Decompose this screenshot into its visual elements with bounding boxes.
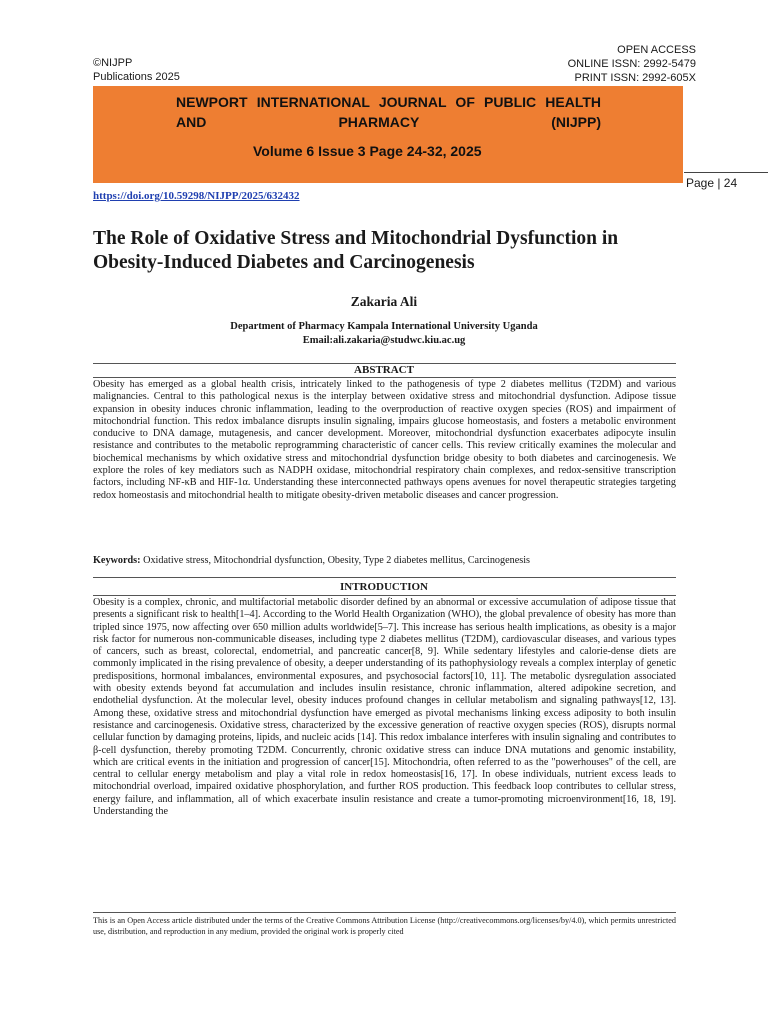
author-email: Email:ali.zakaria@studwc.kiu.ac.ug [302, 335, 466, 346]
print-issn-text: PRINT ISSN: 2992-605X [574, 72, 696, 84]
open-access-text: OPEN ACCESS [617, 44, 696, 56]
issn-info [568, 43, 696, 85]
author-name: Zakaria Ali [350, 294, 418, 309]
copyright-text: ©NIJPP [93, 57, 133, 69]
introduction-heading-rule [93, 595, 676, 596]
keywords-label: Keywords: [93, 555, 141, 566]
publications-text: Publications 2025 [93, 71, 180, 83]
abstract-text: Obesity has emerged as a global health crisis, intricately linked to the pathogenesis of type 2 diabetes mellitus (T2DM) and various malignancies. Central to this pathological nexus is the interplay between oxidative stress and mitochondrial dysfunction. Adipose tissue expansion in obesity induces chronic inflammation, leading to the overproduction of reactive oxygen species (ROS) and impairment of mitochondrial function. This redox imbalance disrupts insulin signaling, impairs glucose homeostasis, and fosters a metabolic environment conducive to DNA damage, mutagenesis, and cancer development. Moreover, mitochondrial dysfunction exacerbates adipocyte insulin resistance and contributes to the metabolic reprogramming characteristic of cancer cells. This review critically examines the molecular and biochemical mechanisms by which oxidative stress and mitochondrial dysfunction bridge obesity to both diabetes and carcinogenesis. We explore the roles of key mediators such as NADPH oxidase, mitochondrial respiratory chain complexes, and redox-sensitive transcription factors, including NF-κB and HIF-1α. Understanding these interconnected pathways opens avenues for novel therapeutic strategies targeting redox homeostasis and mitochondrial health to mitigate obesity-driven metabolic diseases and cancer progression. [93, 379, 676, 501]
page-number-text: Page | 24 [686, 176, 738, 190]
abstract-heading-rule [93, 377, 676, 378]
abstract-bottom-rule [93, 577, 676, 578]
page-number [684, 172, 768, 190]
publisher-info [93, 56, 180, 84]
introduction-heading: INTRODUCTION [339, 581, 428, 593]
abstract-heading: ABSTRACT [354, 364, 414, 376]
online-issn-text: ONLINE ISSN: 2992-5479 [567, 58, 696, 70]
keywords-text: Oxidative stress, Mitochondrial dysfunction, Obesity, Type 2 diabetes mellitus, Carcinogenesis [140, 555, 531, 566]
article-title: The Role of Oxidative Stress and Mitochondrial Dysfunction in Obesity-Induced Diabetes and Carcinogenesis [93, 228, 619, 273]
journal-banner [93, 86, 683, 183]
license-footer: This is an Open Access article distributed under the terms of the Creative Commons Attribution License (http://creativecommons.org/licenses/by/4.0), which permits unrestricted use, distribution, and reproduction in any medium, provided the original work is properly cited [93, 916, 676, 936]
keywords-line [93, 555, 676, 567]
footer-rule [93, 912, 676, 913]
introduction-text: Obesity is a complex, chronic, and multifactorial metabolic disorder defined by an abnormal or excessive accumulation of adipose tissue that presents a significant risk to health[1–4]. According to the World Health Organization (WHO), the global prevalence of obesity has more than tripled since 1975, now affecting over 650 million adults worldwide[5–7]. This increase has serious health implications, as obesity is a major risk factor for numerous non-communicable diseases, including type 2 diabetes mellitus (T2DM), cardiovascular diseases, and various types of cancers, such as breast, colorectal, endometrial, and pancreatic cancer[8, 9]. While sedentary lifestyles and calorie-dense diets are commonly implicated in the rising prevalence of obesity, a deeper understanding of its pathophysiology reveals a complex interplay of genetic predispositions, hormonal imbalances, environmental exposures, and psychosocial factors[10, 11]. The metabolic dysregulation associated with obesity extends beyond fat accumulation and includes insulin resistance, chronic inflammation, altered adipokine secretion, and endothelial dysfunction. At the molecular level, obesity induces profound changes in cellular metabolism and signaling pathways[12, 13]. Among these, oxidative stress and mitochondrial dysfunction have emerged as pivotal mechanisms linking excess adiposity to both insulin resistance and carcinogenesis. Oxidative stress, characterized by the excessive generation of reactive oxygen species (ROS), disrupts normal cellular function by damaging proteins, lipids, and nucleic acids [14]. This redox imbalance interferes with insulin signaling and contributes to β-cell dysfunction, thereby promoting T2DM. Concurrently, chronic oxidative stress can induce DNA mutations and genomic instability, which are critical events in the initiation and progression of cancer[15]. Mitochondria, often referred to as the "powerhouses" of the cell, are central to cellular energy metabolism and play a vital role in redox homeostasis[16, 17]. In obese individuals, nutrient excess leads to mitochondrial overload, impaired oxidative phosphorylation, and further ROS production. This feedback loop contributes to cellular stress, energy failure, and inflammation, all of which exacerbate insulin resistance and create a tumor-promoting microenvironment[16, 18, 19]. Understanding the [93, 597, 676, 818]
journal-name: NEWPORT INTERNATIONAL JOURNAL OF PUBLIC HEALTH AND PHARMACY (NIJPP) [176, 94, 601, 130]
affiliation-text: Department of Pharmacy Kampala International University Uganda [230, 321, 538, 332]
doi-link[interactable]: https://doi.org/10.59298/NIJPP/2025/632432 [93, 190, 300, 202]
issue-info: Volume 6 Issue 3 Page 24-32, 2025 [253, 143, 482, 159]
author-affiliation-block [0, 320, 768, 348]
